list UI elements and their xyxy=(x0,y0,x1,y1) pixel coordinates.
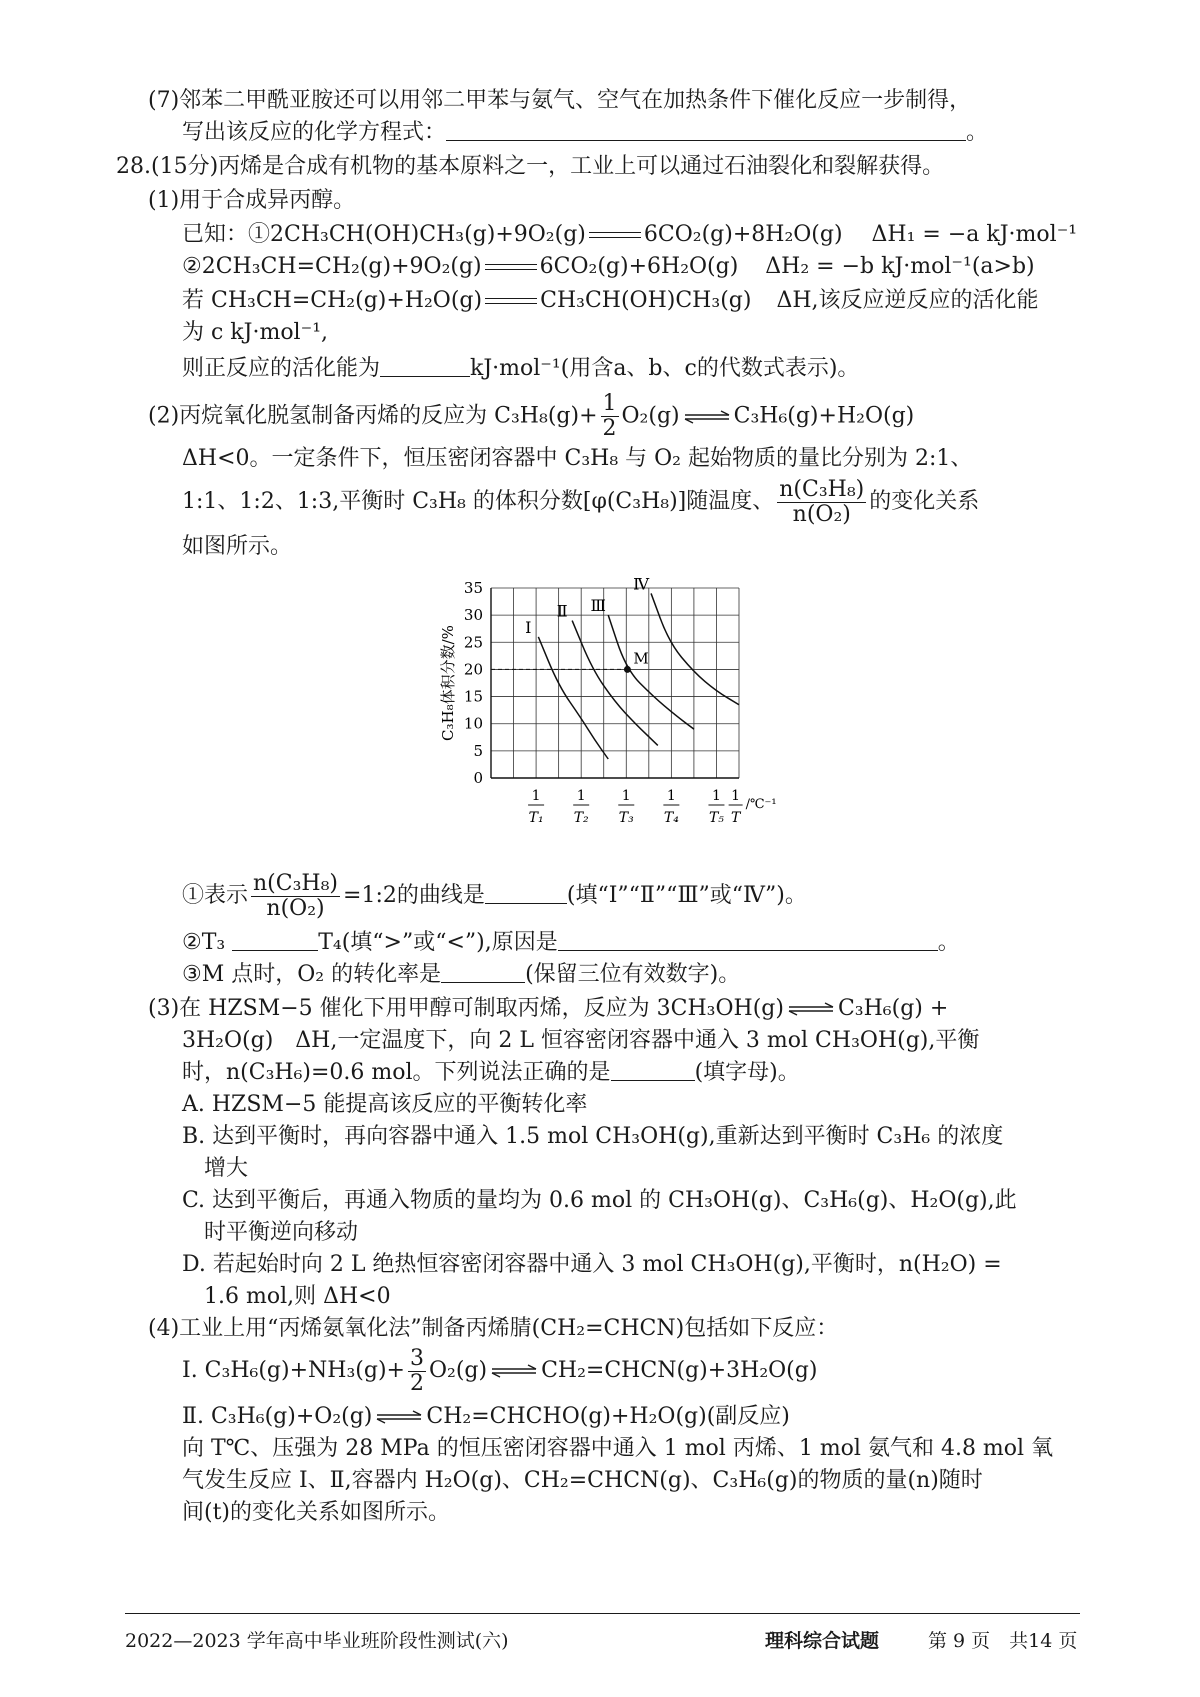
y-tick-label: 10 xyxy=(463,714,483,733)
eq2-dh: ΔH₂ = −b kJ·mol⁻¹(a>b) xyxy=(765,254,1035,279)
footer-page-number: 第 9 页 共14 页 xyxy=(928,1630,1078,1652)
y-tick-label: 0 xyxy=(473,769,483,787)
part2-o2: O₂(g) xyxy=(621,403,680,429)
x-tick-denominator: T₁ xyxy=(528,810,544,826)
x-unit-numerator: 1 xyxy=(731,788,741,804)
x-tick-denominator: T₂ xyxy=(573,810,589,826)
part1-suffix: kJ·mol⁻¹(用含a、b、c的代数式表示)。 xyxy=(470,356,860,381)
ratio-fraction xyxy=(251,872,340,921)
option-d-line1: D. 若起始时向 2 L 绝热恒容密闭容器中通入 3 mol CH₃OH(g),平衡时，n(H₂O) = xyxy=(182,1252,1002,1277)
series-curve-Ⅰ xyxy=(538,637,608,759)
sub3-suffix: (保留三位有效数字)。 xyxy=(525,962,741,987)
sub2-prefix: ②T₃ xyxy=(182,930,226,955)
eq1-dh: ΔH₁ = −a kJ·mol⁻¹ xyxy=(871,222,1078,247)
part2-line3 xyxy=(182,476,979,528)
equals-arrow-icon xyxy=(485,296,537,306)
half-fraction xyxy=(601,392,619,441)
option-c-line2: 时平衡逆向移动 xyxy=(204,1220,359,1245)
reaction-1 xyxy=(182,1346,817,1396)
frac-den: 2 xyxy=(602,416,617,441)
series-label: Ⅰ xyxy=(525,617,532,637)
sub1-answer-blank[interactable] xyxy=(485,881,567,904)
series-curve-Ⅱ xyxy=(572,621,658,746)
x-tick-denominator: T₃ xyxy=(618,810,634,826)
eq3-tail: ΔH,该反应逆反应的活化能 xyxy=(776,288,1039,313)
r1-prefix: Ⅰ. C₃H₆(g)+NH₃(g)+ xyxy=(182,1358,405,1383)
equilibrium-arrow-icon xyxy=(375,1411,423,1423)
x-axis-unit: /℃⁻¹ xyxy=(745,797,777,812)
x-tick-numerator: 1 xyxy=(531,788,541,804)
point-m-label: M xyxy=(633,649,649,668)
frac-den: 2 xyxy=(409,1370,424,1396)
series-label: Ⅲ xyxy=(590,596,606,616)
r2-prefix: Ⅱ. C₃H₆(g)+O₂(g) xyxy=(182,1404,373,1429)
q7-line2 xyxy=(182,118,988,148)
y-tick-label: 25 xyxy=(463,633,483,652)
equilibrium-arrow-icon xyxy=(490,1365,538,1377)
x-tick-numerator: 1 xyxy=(666,788,676,804)
footer-divider xyxy=(125,1613,1080,1614)
frac-den: n(O₂) xyxy=(792,501,851,527)
y-axis-label: C₃H₈体积分数/% xyxy=(439,625,457,741)
part2-prefix: (2)丙烷氧化脱氢制备丙烯的反应为 C₃H₈(g)+ xyxy=(148,403,598,429)
footer-exam-name: 2022—2023 学年高中毕业班阶段性测试(六) xyxy=(125,1630,509,1652)
x-tick-numerator: 1 xyxy=(711,788,721,804)
eq3-lhs: 若 CH₃CH=CH₂(g)+H₂O(g) xyxy=(182,288,483,313)
frac-num: n(C₃H₈) xyxy=(779,476,865,502)
part2-line3-suffix: 的变化关系 xyxy=(869,489,980,514)
series-label: Ⅱ xyxy=(556,601,568,621)
series-curve-Ⅲ xyxy=(608,615,694,729)
y-tick-label: 30 xyxy=(463,606,483,625)
x-unit-denominator: T xyxy=(730,810,741,826)
part2-line3-prefix: 1:1、1:2、1:3,平衡时 C₃H₈ 的体积分数[φ(C₃H₈)]随温度、 xyxy=(182,489,775,514)
equilibrium-arrow-icon xyxy=(683,411,731,423)
series-label: Ⅳ xyxy=(633,574,650,594)
sub1-mid: =1:2的曲线是 xyxy=(343,883,485,908)
part2-line4: 如图所示。 xyxy=(182,534,293,559)
series-curve-Ⅳ xyxy=(651,593,739,704)
part1-prompt: 则正反应的活化能为 xyxy=(182,356,381,381)
point-m-marker xyxy=(624,666,631,673)
part3-line1-text: (3)在 HZSM−5 催化下用甲醇可制取丙烯，反应为 3CH₃OH(g) xyxy=(148,996,784,1021)
x-tick-denominator: T₅ xyxy=(708,810,724,826)
x-tick-denominator: T₄ xyxy=(663,810,679,826)
sub1-line xyxy=(182,868,807,924)
eq1-rhs: 6CO₂(g)+8H₂O(g) xyxy=(643,222,843,247)
part1-question xyxy=(182,354,859,384)
eq2-line xyxy=(182,252,1035,282)
y-tick-label: 20 xyxy=(463,660,483,679)
q28-part1-title: (1)用于合成异丙醇。 xyxy=(148,188,356,213)
sub2-line xyxy=(182,928,960,958)
option-c-line1: C. 达到平衡后，再通入物质的量均为 0.6 mol 的 CH₃OH(g)、C₃H₆(g)、H₂O(g),此 xyxy=(182,1188,1017,1213)
x-tick-numerator: 1 xyxy=(621,788,631,804)
q7-line1: (7)邻苯二甲酰亚胺还可以用邻二甲苯与氨气、空气在加热条件下催化反应一步制得， xyxy=(148,88,972,113)
sub1-prefix: ①表示 xyxy=(182,883,249,908)
part2-line2: ΔH<0。一定条件下，恒压密闭容器中 C₃H₈ 与 O₂ 起始物质的量比分别为 2:1、 xyxy=(182,446,973,471)
r1-product: CH₂=CHCN(g)+3H₂O(g) xyxy=(541,1358,818,1383)
q28-heading: 28.(15分)丙烯是合成有机物的基本原料之一，工业上可以通过石油裂化和裂解获得。 xyxy=(116,154,945,179)
eq1-line xyxy=(182,220,1077,250)
eq3-line xyxy=(182,286,1039,316)
sub3-line xyxy=(182,960,740,990)
reaction-2 xyxy=(182,1402,790,1432)
part2-line1 xyxy=(148,392,914,440)
part4-line4: 向 T℃、压强为 28 MPa 的恒压密闭容器中通入 1 mol 丙烯、1 mol 氨气和 4.8 mol 氧 xyxy=(182,1436,1054,1461)
sub1-suffix: (填“Ⅰ”“Ⅱ”“Ⅲ”或“Ⅳ”)。 xyxy=(566,883,807,908)
footer-subject: 理科综合试题 xyxy=(765,1630,880,1652)
eq2-rhs: 6CO₂(g)+6H₂O(g) xyxy=(539,254,739,279)
x-tick-numerator: 1 xyxy=(576,788,586,804)
eq3-rhs: CH₃CH(OH)CH₃(g) xyxy=(540,288,752,313)
q7-prompt: 写出该反应的化学方程式： xyxy=(182,120,447,145)
eq2-lhs: ②2CH₃CH=CH₂(g)+9O₂(g) xyxy=(182,254,482,279)
part3-answer-blank[interactable] xyxy=(611,1058,695,1081)
part3-line3 xyxy=(182,1058,800,1088)
part4-line6: 间(t)的变化关系如图所示。 xyxy=(182,1500,451,1525)
sub2-reason-blank[interactable] xyxy=(558,928,938,951)
equals-arrow-icon xyxy=(589,230,641,240)
option-d-line2: 1.6 mol,则 ΔH<0 xyxy=(204,1284,391,1309)
equilibrium-arrow-icon xyxy=(787,1003,835,1015)
part4-line1: (4)工业上用“丙烯氨氧化法”制备丙烯腈(CH₂=CHCN)包括如下反应： xyxy=(148,1316,839,1341)
option-b-line1: B. 达到平衡时，再向容器中通入 1.5 mol CH₃OH(g),重新达到平衡时 C₃H₆ 的浓度 xyxy=(182,1124,1004,1149)
part1-answer-blank[interactable] xyxy=(380,354,470,377)
part3-line3-suffix: (填字母)。 xyxy=(694,1060,800,1085)
y-tick-label: 15 xyxy=(463,687,483,706)
c3h8-fraction-chart xyxy=(428,574,777,840)
q7-period: 。 xyxy=(966,120,989,145)
known-label: 已知： xyxy=(182,222,249,247)
part3-product: C₃H₆(g) + xyxy=(837,996,949,1021)
part4-line5: 气发生反应 Ⅰ、Ⅱ,容器内 H₂O(g)、CH₂=CHCN(g)、C₃H₆(g)的物质的量(n)随时 xyxy=(182,1468,983,1493)
frac-num: 1 xyxy=(602,391,617,416)
sub2-mid: T₄(填“>”或“<”),原因是 xyxy=(318,930,558,955)
option-a: A. HZSM−5 能提高该反应的平衡转化率 xyxy=(182,1092,588,1117)
eq3-line2: 为 c kJ·mol⁻¹, xyxy=(182,320,329,345)
frac-den: n(O₂) xyxy=(266,895,325,921)
part3-line3-prefix: 时，n(C₃H₆)=0.6 mol。下列说法正确的是 xyxy=(182,1060,611,1085)
sub3-prefix: ③M 点时，O₂ 的转化率是 xyxy=(182,962,442,987)
part2-product: C₃H₆(g)+H₂O(g) xyxy=(733,403,915,429)
y-tick-label: 5 xyxy=(473,741,483,760)
frac-num: 3 xyxy=(409,1345,424,1371)
frac-num: n(C₃H₈) xyxy=(253,870,339,896)
three-halves-fraction xyxy=(408,1347,426,1396)
sub2-end: 。 xyxy=(937,930,960,955)
y-tick-label: 35 xyxy=(463,579,483,597)
ratio-fraction xyxy=(777,478,866,527)
sub2-compare-blank[interactable] xyxy=(232,928,318,951)
r2-product: CH₂=CHCHO(g)+H₂O(g)(副反应) xyxy=(426,1404,790,1429)
part3-line2: 3H₂O(g) ΔH,一定温度下，向 2 L 恒容密闭容器中通入 3 mol CH₃OH(g),平衡 xyxy=(182,1028,980,1053)
option-b-line2: 增大 xyxy=(204,1156,249,1181)
q7-answer-blank[interactable] xyxy=(446,118,966,141)
eq1-lhs: ①2CH₃CH(OH)CH₃(g)+9O₂(g) xyxy=(248,222,586,247)
equals-arrow-icon xyxy=(485,262,537,272)
sub3-answer-blank[interactable] xyxy=(441,960,525,983)
part3-line1 xyxy=(148,994,948,1024)
r1-mid: O₂(g) xyxy=(428,1358,488,1383)
